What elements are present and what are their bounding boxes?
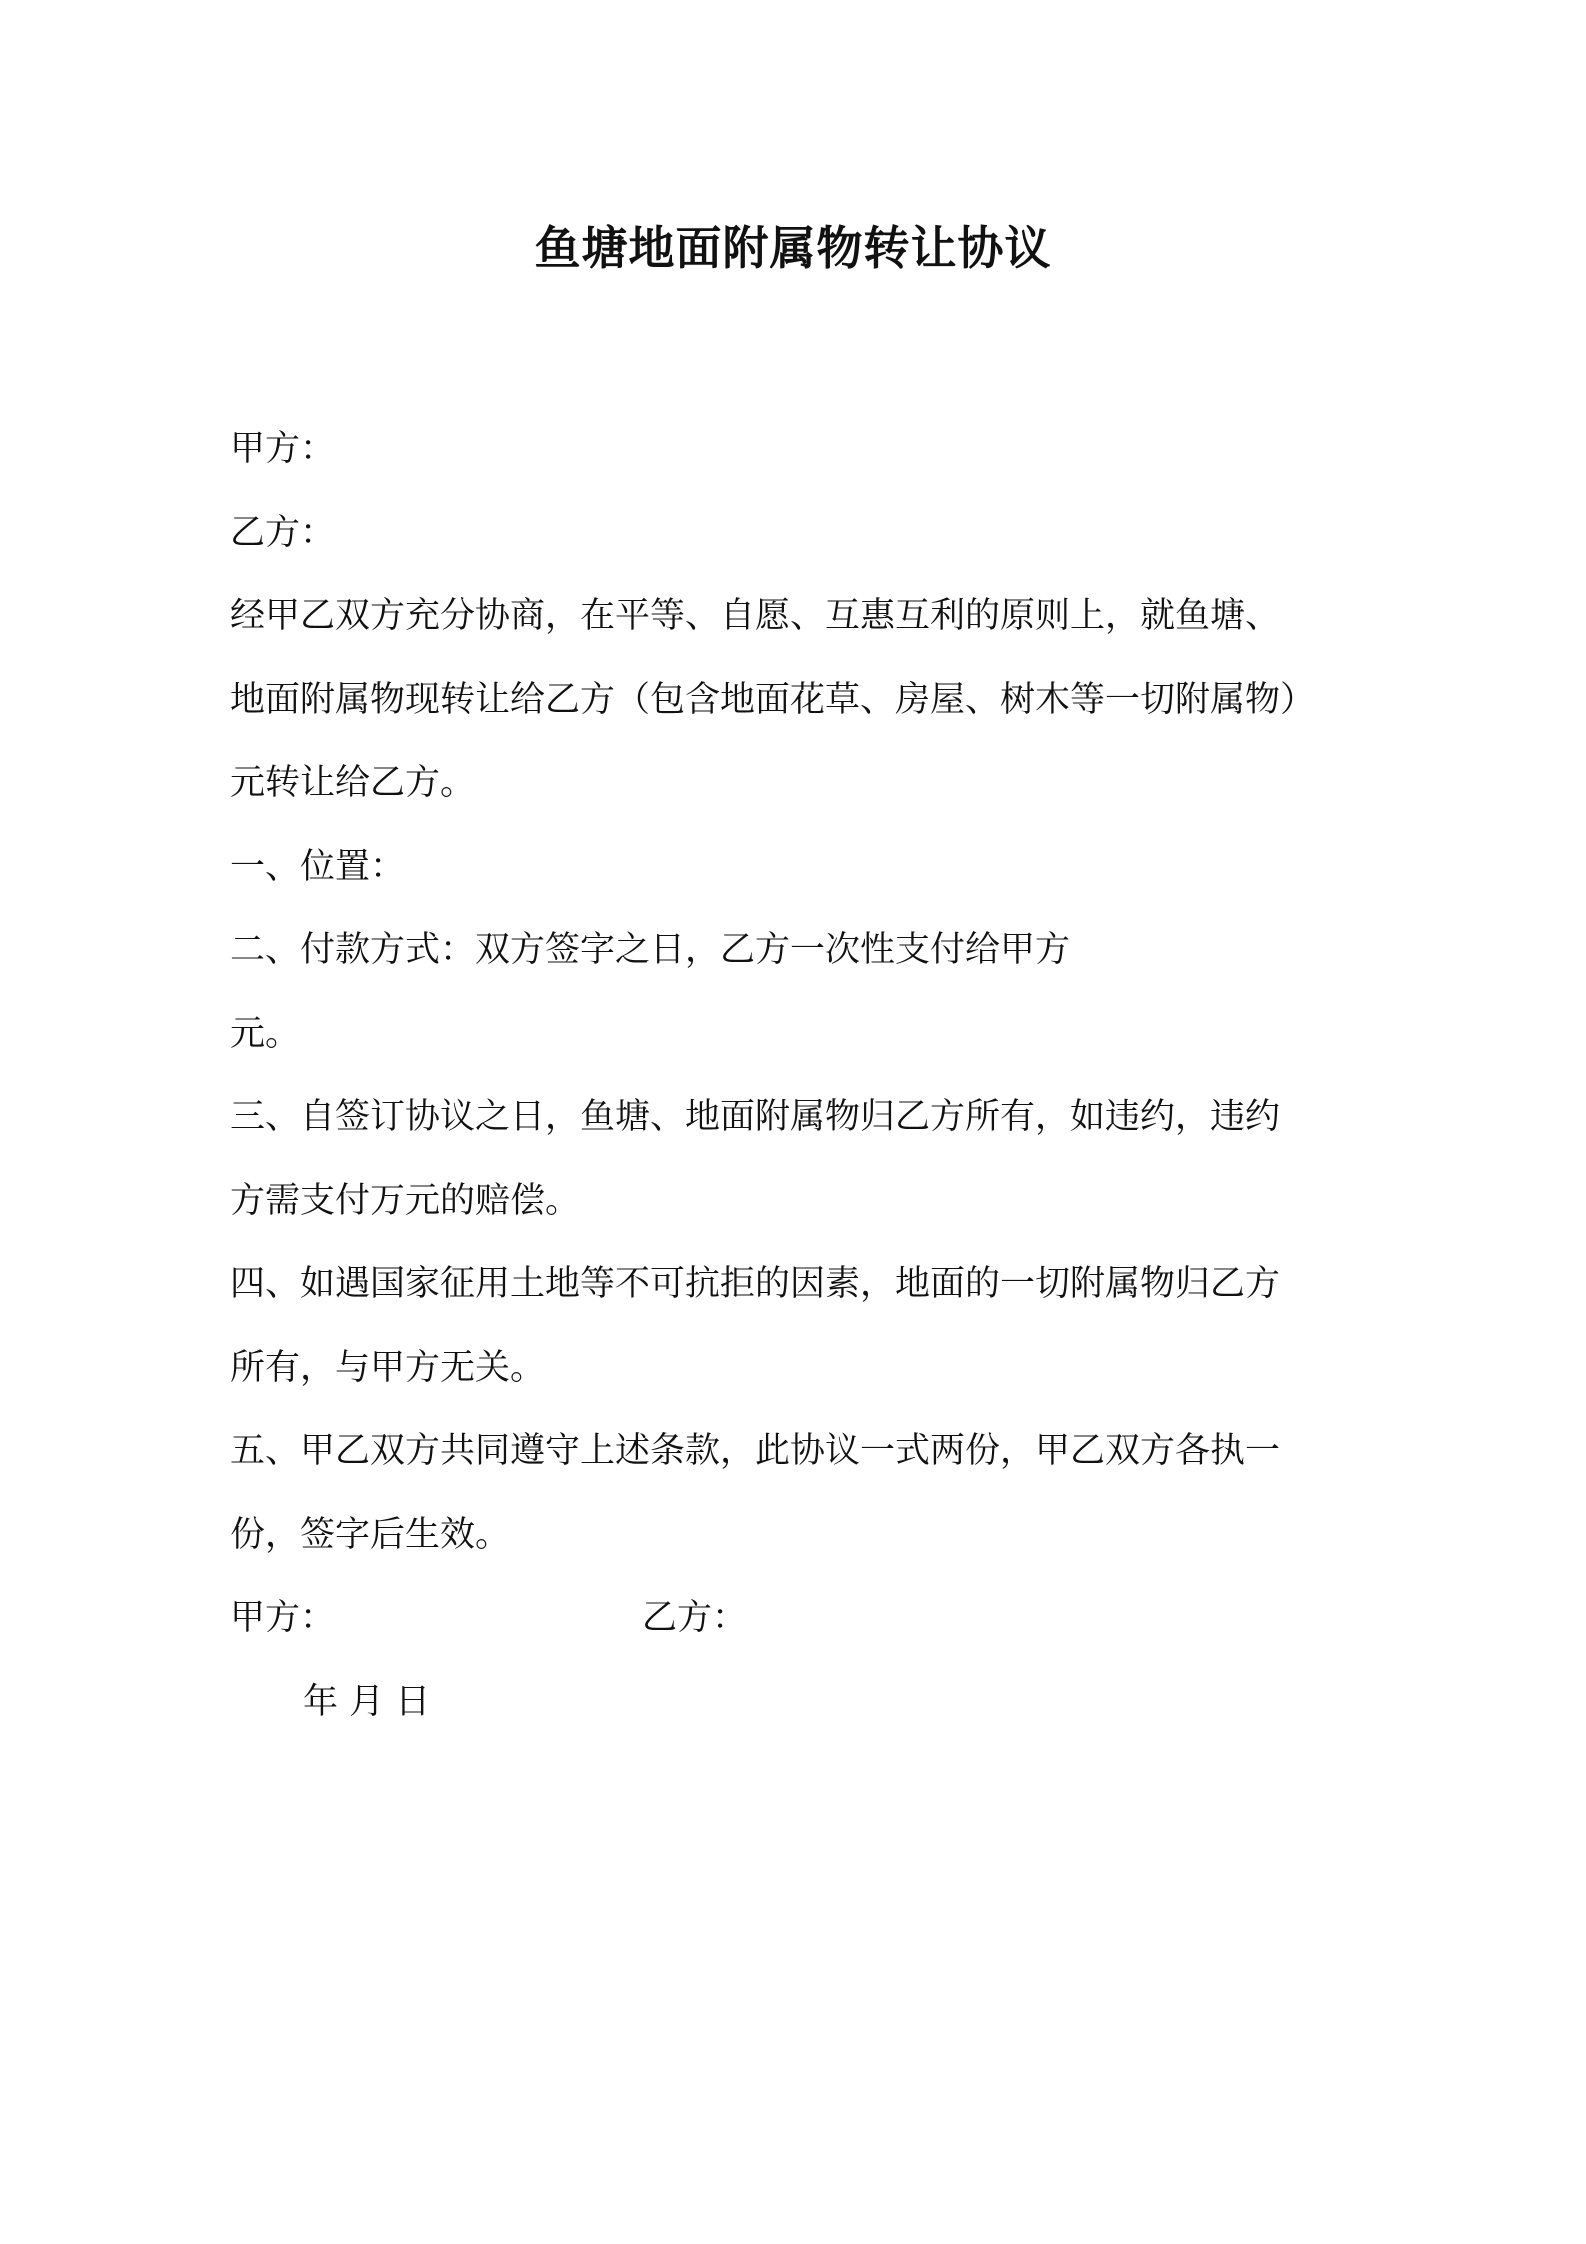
party-b-label: 乙方：: [230, 512, 336, 553]
clause-payment-line: 元。: [230, 1013, 301, 1054]
signature-party-a: 甲方：: [230, 1598, 336, 1638]
clause-force-majeure-line: 所有，与甲方无关。: [230, 1347, 546, 1388]
clause-force-majeure-line: 四、如遇国家征用土地等不可抗拒的因素，地面的一切附属物归乙方: [230, 1264, 1281, 1304]
clause-payment-line: 二、付款方式：双方签字之日，乙方一次性支付给甲方: [230, 930, 1071, 970]
document-title: 鱼塘地面附属物转让协议: [534, 221, 1052, 275]
intro-line: 经甲乙双方充分协商，在平等、自愿、互惠互利的原则上，就鱼塘、: [230, 596, 1281, 636]
clause-location: 一、位置：: [230, 846, 406, 887]
party-a-label: 甲方：: [230, 429, 336, 469]
date-line: 年 月 日: [303, 1681, 431, 1722]
intro-line: 元转让给乙方。: [230, 763, 476, 803]
signature-party-b: 乙方：: [642, 1598, 748, 1638]
clause-ownership-line: 三、自签订协议之日，鱼塘、地面附属物归乙方所有，如违约，违约: [230, 1097, 1281, 1137]
clause-ownership-line: 方需支付万元的赔偿。: [230, 1180, 581, 1221]
clause-effectiveness-line: 份，签字后生效。: [230, 1514, 511, 1555]
clause-effectiveness-line: 五、甲乙双方共同遵守上述条款，此协议一式两份，甲乙双方各执一: [230, 1431, 1281, 1471]
signature-row: [230, 1577, 1360, 1661]
intro-line: 地面附属物现转让给乙方（包含地面花草、房屋、树木等一切附属物）: [230, 679, 1316, 720]
document-body: [230, 408, 1360, 1744]
